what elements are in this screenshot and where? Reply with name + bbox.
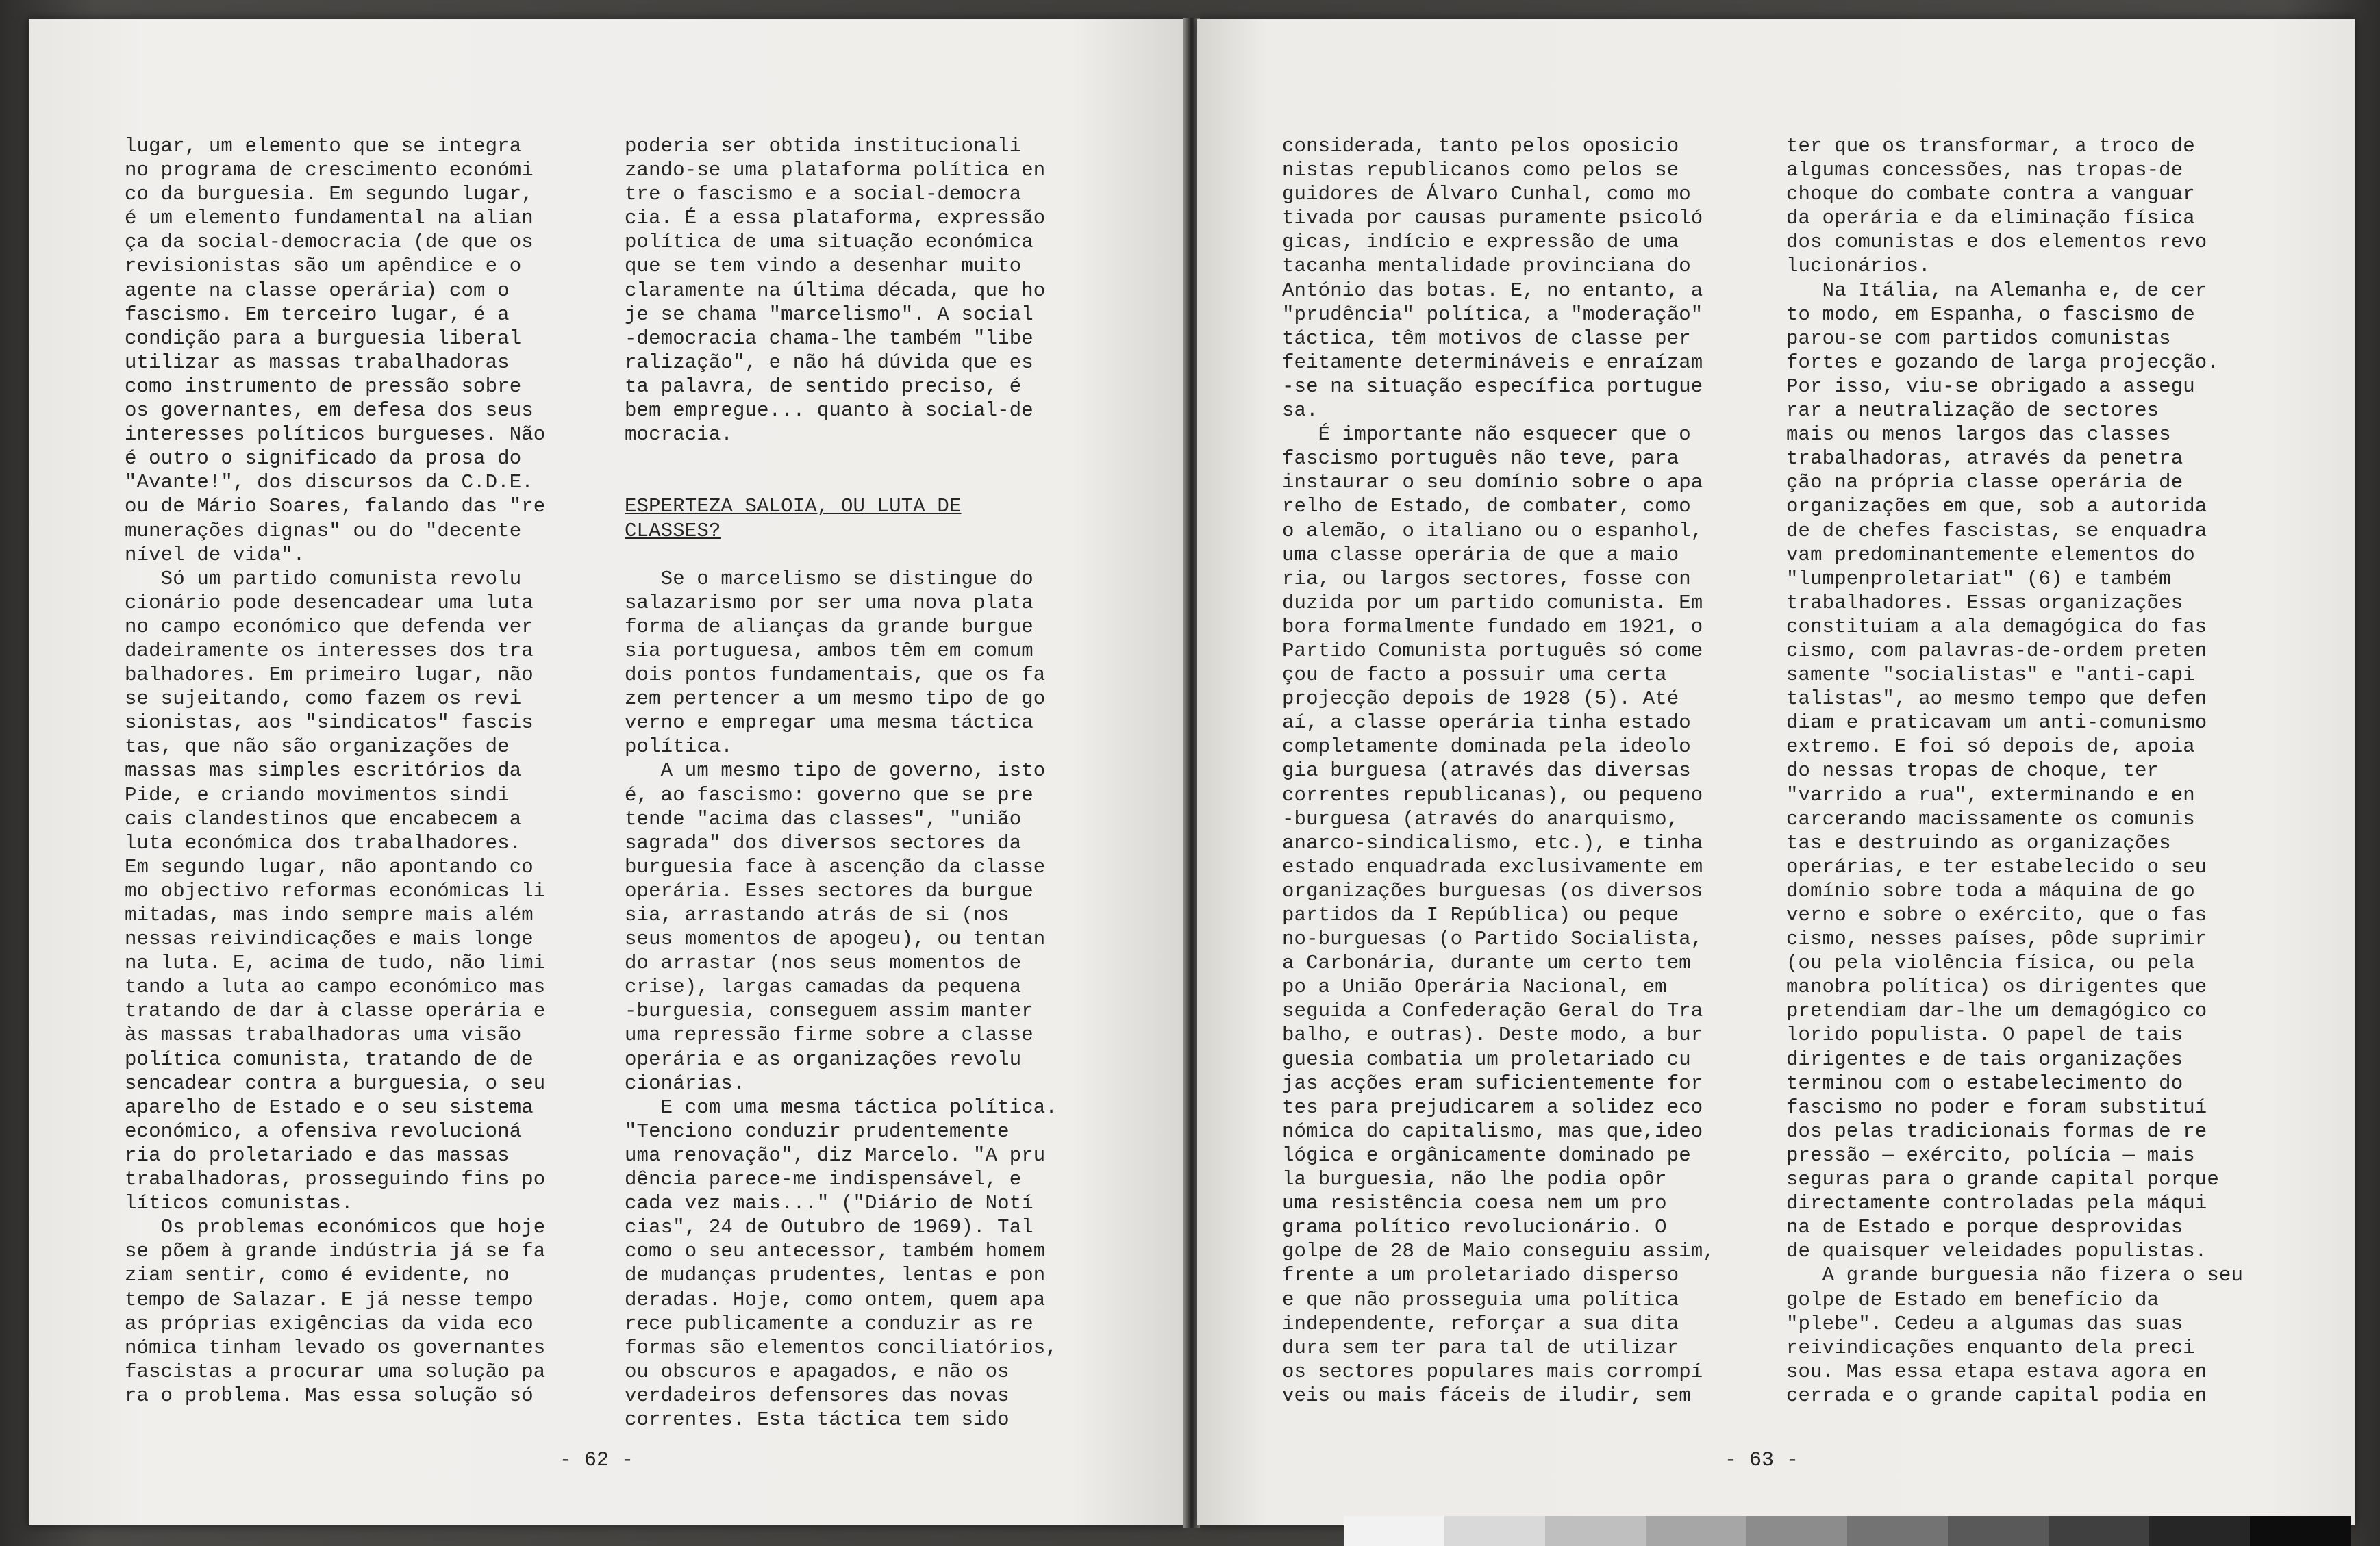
text-line: -burguesa (através do anarquismo, xyxy=(1282,807,1679,831)
text-line: trabalhadoras, prosseguindo fins po xyxy=(125,1168,546,1191)
text-line: vam predominantemente elementos do xyxy=(1786,543,2195,566)
text-line: é um elemento fundamental na alian xyxy=(125,207,534,230)
text-line: uma renovação", diz Marcelo. "A pru xyxy=(625,1143,1046,1167)
text-line: co da burguesia. Em segundo lugar, xyxy=(125,183,534,206)
text-line: cerrada e o grande capital podia en xyxy=(1786,1384,2207,1407)
text-line: manobra política) os dirigentes que xyxy=(1786,976,2207,999)
text-line: nómica tinham levado os governantes xyxy=(125,1336,546,1359)
text-line: mocracia. xyxy=(625,423,733,446)
text-line: "lumpenproletariat" (6) e também xyxy=(1786,567,2171,590)
text-line: lucionários. xyxy=(1786,255,1931,278)
text-line: gicas, indício e expressão de uma xyxy=(1282,231,1679,254)
text-line: diam e praticavam um anti-comunismo xyxy=(1786,711,2207,735)
text-line: directamente controladas pela máqui xyxy=(1786,1192,2207,1215)
text-line: po a União Operária Nacional, em xyxy=(1282,976,1667,999)
text-line: na de Estado e porque desprovidas xyxy=(1786,1216,2183,1239)
text-line: verno e sobre o exército, que o fas xyxy=(1786,904,2207,926)
text-line: a Carbonária, durante um certo tem xyxy=(1282,952,1691,975)
text-line: da operária e da eliminação física xyxy=(1786,207,2195,230)
text-line: mitadas, mas indo sempre mais além xyxy=(125,904,534,926)
text-line: "Tenciono conduzir prudentemente xyxy=(625,1119,1010,1143)
text-line: de quaisquer veleidades populistas. xyxy=(1786,1240,2207,1263)
text-line: cias", 24 de Outubro de 1969). Tal xyxy=(625,1216,1034,1239)
text-line: A grande burguesia não fizera o seu xyxy=(1786,1264,2244,1287)
text-line: Os problemas económicos que hoje xyxy=(125,1216,546,1239)
text-line: parou-se com partidos comunistas xyxy=(1786,327,2171,350)
text-line: guesia combatia um proletariado cu xyxy=(1282,1048,1691,1071)
scale-segment xyxy=(1344,1516,1444,1546)
text-line: ziam sentir, como é evidente, no xyxy=(125,1264,510,1287)
text-line: sencadear contra a burguesia, o seu xyxy=(125,1072,546,1095)
text-line: do arrastar (nos seus momentos de xyxy=(625,952,1022,975)
text-line: dos pelas tradicionais formas de re xyxy=(1786,1119,2207,1143)
text-line: política. xyxy=(625,735,733,759)
text-line: aí, a classe operária tinha estado xyxy=(1282,711,1691,735)
text-line: cionário pode desencadear uma luta xyxy=(125,591,534,614)
text-line: feitamente determináveis e enraízam xyxy=(1282,351,1703,374)
text-line: dirigentes e de tais organizações xyxy=(1786,1048,2183,1071)
text-line: como instrumento de pressão sobre xyxy=(125,375,522,398)
text-line: os sectores populares mais corrompí xyxy=(1282,1360,1703,1383)
text-line: çou de facto a possuir uma certa xyxy=(1282,663,1667,687)
text-line xyxy=(625,543,1118,567)
text-line: jas acções eram suficientemente for xyxy=(1282,1072,1703,1095)
text-line: fascismo. Em terceiro lugar, é a xyxy=(125,303,510,326)
text-line: E com uma mesma táctica política. xyxy=(625,1095,1057,1119)
text-line: deradas. Hoje, como ontem, quem apa xyxy=(625,1288,1046,1311)
text-line: munerações dignas" ou do "decente xyxy=(125,519,522,542)
text-line: os governantes, em defesa dos seus xyxy=(125,399,534,422)
text-line: no programa de crescimento económi xyxy=(125,159,534,182)
right-page-number: - 63 - xyxy=(1725,1449,1799,1472)
text-line: dadeiramente os interesses dos tra xyxy=(125,639,534,662)
text-line: o alemão, o italiano ou o espanhol, xyxy=(1282,519,1703,542)
text-line: condição para a burguesia liberal xyxy=(125,327,522,350)
text-line: (ou pela violência física, ou pela xyxy=(1786,952,2195,975)
text-line: sia portuguesa, ambos têm em comum xyxy=(625,639,1034,662)
text-line: "Avante!", dos discursos da C.D.E. xyxy=(125,471,534,494)
text-line: dura sem ter para tal de utilizar xyxy=(1282,1336,1679,1359)
text-line: agente na classe operária) com o xyxy=(125,279,510,302)
text-line: sionistas, aos "sindicatos" fascis xyxy=(125,711,534,735)
text-line: uma repressão firme sobre a classe xyxy=(625,1024,1034,1047)
text-line: projecção depois de 1928 (5). Até xyxy=(1282,687,1679,711)
text-line: ou de Mário Soares, falando das "re xyxy=(125,495,546,518)
text-line: mo objectivo reformas económicas li xyxy=(125,879,546,902)
text-line: uma classe operária de que a maio xyxy=(1282,543,1679,566)
text-line: as próprias exigências da vida eco xyxy=(125,1312,534,1335)
text-line: luta económica dos trabalhadores. xyxy=(125,831,522,854)
text-line: talistas", ao mesmo tempo que defen xyxy=(1786,687,2207,711)
text-line: verdadeiros defensores das novas xyxy=(625,1384,1010,1407)
text-line: extremo. E foi só depois de, apoia xyxy=(1786,735,2195,759)
text-line: dência parece-me indispensável, e xyxy=(625,1168,1022,1191)
text-line: frente a um proletariado disperso xyxy=(1282,1264,1679,1287)
text-line: de mudanças prudentes, lentas e pon xyxy=(625,1264,1046,1287)
text-line: fascismo português não teve, para xyxy=(1282,447,1679,470)
text-line: às massas trabalhadoras uma visão xyxy=(125,1024,522,1047)
text-line: nessas reivindicações e mais longe xyxy=(125,928,534,951)
text-line: Por isso, viu-se obrigado a assegu xyxy=(1786,375,2195,398)
text-line: correntes. Esta táctica tem sido xyxy=(625,1408,1010,1431)
text-line: aparelho de Estado e o seu sistema xyxy=(125,1095,534,1119)
scale-segment xyxy=(1746,1516,1847,1546)
text-line: cia. É a essa plataforma, expressão xyxy=(625,207,1046,230)
text-line: "prudência" política, a "moderação" xyxy=(1282,303,1703,326)
text-line: É importante não esquecer que o xyxy=(1282,423,1691,446)
text-line: operárias, e ter estabelecido o seu xyxy=(1786,855,2207,878)
text-line: terminou com o estabelecimento do xyxy=(1786,1072,2183,1095)
text-line: económico, a ofensiva revolucioná xyxy=(125,1119,522,1143)
text-line: cismo, nesses países, pôde suprimir xyxy=(1786,928,2207,951)
text-line: burguesia face à ascenção da classe xyxy=(625,855,1046,878)
text-line: zem pertencer a um mesmo tipo de go xyxy=(625,687,1046,711)
text-line: tempo de Salazar. E já nesse tempo xyxy=(125,1288,534,1311)
text-line: cada vez mais..." ("Diário de Notí xyxy=(625,1192,1034,1215)
right-page-column-2 xyxy=(1786,134,2279,1449)
text-line: rece publicamente a conduzir as re xyxy=(625,1312,1034,1335)
text-line: cismo, com palavras-de-ordem preten xyxy=(1786,639,2207,662)
text-line: nómica do capitalismo, mas que,ideo xyxy=(1282,1119,1703,1143)
text-line: grama político revolucionário. O xyxy=(1282,1216,1667,1239)
text-line: balho, e outras). Deste modo, a bur xyxy=(1282,1024,1703,1047)
text-line: seus momentos de apogeu), ou tentan xyxy=(625,928,1046,951)
text-line: tas e destruindo as organizações xyxy=(1786,831,2171,854)
text-line: revisionistas são um apêndice e o xyxy=(125,255,522,278)
text-line: independente, reforçar a sua dita xyxy=(1282,1312,1679,1335)
text-line: guidores de Álvaro Cunhal, como mo xyxy=(1282,183,1691,206)
text-line: claramente na última década, que ho xyxy=(625,279,1046,302)
text-line: balhadores. Em primeiro lugar, não xyxy=(125,663,534,687)
text-line: estado enquadrada exclusivamente em xyxy=(1282,855,1703,878)
text-line: "varrido a rua", exterminando e en xyxy=(1786,783,2195,807)
section-heading: ESPERTEZA SALOIA, OU LUTA DE xyxy=(625,495,962,518)
text-line: bora formalmente fundado em 1921, o xyxy=(1282,615,1703,638)
text-line: carcerando macissamente os comunis xyxy=(1786,807,2195,831)
text-line: salazarismo por ser uma nova plata xyxy=(625,591,1034,614)
text-line: se sujeitando, como fazem os revi xyxy=(125,687,522,711)
text-line: golpe de 28 de Maio conseguiu assim, xyxy=(1282,1240,1715,1263)
text-line: constituiam a ala demagógica do fas xyxy=(1786,615,2207,638)
text-line: algumas concessões, nas tropas-de xyxy=(1786,159,2183,182)
text-line: sagrada" dos diversos sectores da xyxy=(625,831,1022,854)
text-line: ria, ou largos sectores, fosse con xyxy=(1282,567,1691,590)
text-line: samente "socialistas" e "anti-capi xyxy=(1786,663,2195,687)
text-line: to modo, em Espanha, o fascismo de xyxy=(1786,303,2195,326)
text-line: verno e empregar uma mesma táctica xyxy=(625,711,1034,735)
text-line: reivindicações enquanto dela preci xyxy=(1786,1336,2195,1359)
text-line: partidos da I República) ou peque xyxy=(1282,904,1679,926)
text-line: cais clandestinos que encabecem a xyxy=(125,807,522,831)
text-line: gia burguesa (através das diversas xyxy=(1282,759,1691,783)
text-line: zando-se uma plataforma política en xyxy=(625,159,1046,182)
text-line: domínio sobre toda a máquina de go xyxy=(1786,879,2195,902)
text-line: tende "acima das classes", "união xyxy=(625,807,1022,831)
text-line: je se chama "marcelismo". A social xyxy=(625,303,1034,326)
text-line: cionárias. xyxy=(625,1072,745,1095)
text-line: operária. Esses sectores da burgue xyxy=(625,879,1034,902)
scale-segment xyxy=(2250,1516,2351,1546)
text-line: é outro o significado da prosa do xyxy=(125,447,522,470)
text-line: relho de Estado, de combater, como xyxy=(1282,495,1691,518)
text-line: fortes e gozando de larga projecção. xyxy=(1786,351,2219,374)
text-line: no campo económico que defenda ver xyxy=(125,615,534,638)
text-line: nistas republicanos como pelos se xyxy=(1282,159,1679,182)
right-page-column-1 xyxy=(1282,134,1775,1449)
section-heading: CLASSES? xyxy=(625,519,721,542)
text-line: uma resistência coesa nem um pro xyxy=(1282,1192,1667,1215)
text-line: sa. xyxy=(1282,399,1318,422)
text-line: no-burguesas (o Partido Socialista, xyxy=(1282,928,1703,951)
text-line: choque do combate contra a vanguar xyxy=(1786,183,2195,206)
scale-segment xyxy=(1444,1516,1545,1546)
left-page-column-1 xyxy=(125,134,618,1449)
text-line: António das botas. E, no entanto, a xyxy=(1282,279,1703,302)
scale-segment xyxy=(2049,1516,2149,1546)
text-line: sia, arrastando atrás de si (nos xyxy=(625,904,1010,926)
text-line: Se o marcelismo se distingue do xyxy=(625,567,1034,590)
text-line: dois pontos fundamentais, que os fa xyxy=(625,663,1046,687)
color-scale-bar xyxy=(1344,1516,2351,1546)
text-line: massas mas simples escritórios da xyxy=(125,759,522,783)
text-line: -burguesia, conseguem assim manter xyxy=(625,1000,1034,1023)
text-line: organizações burguesas (os diversos xyxy=(1282,879,1703,902)
text-line: política comunista, tratando de de xyxy=(125,1048,534,1071)
text-line: crise), largas camadas da pequena xyxy=(625,976,1022,999)
text-line: nível de vida". xyxy=(125,543,305,566)
text-line: se põem à grande indústria já se fa xyxy=(125,1240,546,1263)
scale-segment xyxy=(1847,1516,1948,1546)
right-page xyxy=(1197,19,2355,1525)
left-page xyxy=(29,19,1186,1525)
text-line: Em segundo lugar, não apontando co xyxy=(125,855,534,878)
text-line: política de uma situação económica xyxy=(625,231,1034,254)
text-line: lugar, um elemento que se integra xyxy=(125,135,522,157)
text-line: instaurar o seu domínio sobre o apa xyxy=(1282,471,1703,494)
text-line: tes para prejudicarem a solidez eco xyxy=(1282,1095,1703,1119)
text-line: de de chefes fascistas, se enquadra xyxy=(1786,519,2207,542)
text-line: táctica, têm motivos de classe per xyxy=(1282,327,1691,350)
text-line: mais ou menos largos das classes xyxy=(1786,423,2171,446)
text-line: "plebe". Cedeu a algumas das suas xyxy=(1786,1312,2183,1335)
text-line: lorido populista. O papel de tais xyxy=(1786,1024,2183,1047)
text-line: la burguesia, não lhe podia opôr xyxy=(1282,1168,1667,1191)
text-line: tando a luta ao campo económico mas xyxy=(125,976,546,999)
text-line xyxy=(625,470,1118,494)
text-line: é, ao fascismo: governo que se pre xyxy=(625,783,1034,807)
text-line: golpe de Estado em benefício da xyxy=(1786,1288,2159,1311)
text-line: anarco-sindicalismo, etc.), e tinha xyxy=(1282,831,1703,854)
text-line: trabalhadoras, através da penetra xyxy=(1786,447,2183,470)
scale-segment xyxy=(1545,1516,1646,1546)
text-line xyxy=(625,446,1118,470)
text-line: como o seu antecessor, também homem xyxy=(625,1240,1046,1263)
text-line: ter que os transformar, a troco de xyxy=(1786,135,2195,157)
text-line: Partido Comunista português só come xyxy=(1282,639,1703,662)
text-line: pretendiam dar-lhe um demagógico co xyxy=(1786,1000,2207,1023)
text-line: duzida por um partido comunista. Em xyxy=(1282,591,1703,614)
text-line: ta palavra, de sentido preciso, é xyxy=(625,375,1022,398)
text-line: na luta. E, acima de tudo, não limi xyxy=(125,952,546,975)
text-line: ça da social-democracia (de que os xyxy=(125,231,534,254)
text-line: Pide, e criando movimentos sindi xyxy=(125,783,510,807)
text-line: interesses políticos burgueses. Não xyxy=(125,423,546,446)
text-line: ralização", e não há dúvida que es xyxy=(625,351,1034,374)
text-line: Só um partido comunista revolu xyxy=(125,567,522,590)
text-line: do nessas tropas de choque, ter xyxy=(1786,759,2159,783)
scale-segment xyxy=(1948,1516,2049,1546)
text-line: considerada, tanto pelos oposicio xyxy=(1282,135,1679,157)
text-line: forma de alianças da grande burgue xyxy=(625,615,1034,638)
text-line: correntes republicanas), ou pequeno xyxy=(1282,783,1703,807)
scale-segment xyxy=(2149,1516,2250,1546)
text-line: ção na própria classe operária de xyxy=(1786,471,2183,494)
scale-segment xyxy=(1646,1516,1746,1546)
text-line: tacanha mentalidade provinciana do xyxy=(1282,255,1691,278)
text-line: fascismo no poder e foram substituí xyxy=(1786,1095,2207,1119)
text-line: bem empregue... quanto à social-de xyxy=(625,399,1034,422)
left-page-number: - 62 - xyxy=(560,1449,634,1472)
text-line: veis ou mais fáceis de iludir, sem xyxy=(1282,1384,1691,1407)
text-line: ria do proletariado e das massas xyxy=(125,1143,510,1167)
text-line: operária e as organizações revolu xyxy=(625,1048,1022,1071)
text-line: organizações em que, sob a autorida xyxy=(1786,495,2207,518)
text-line: lógica e orgânicamente dominado pe xyxy=(1282,1143,1691,1167)
text-line: dos comunistas e dos elementos revo xyxy=(1786,231,2207,254)
text-line: -se na situação específica portugue xyxy=(1282,375,1703,398)
text-line: -democracia chama-lhe também "libe xyxy=(625,327,1034,350)
text-line: fascistas a procurar uma solução pa xyxy=(125,1360,546,1383)
text-line: sou. Mas essa etapa estava agora en xyxy=(1786,1360,2207,1383)
text-line: tratando de dar à classe operária e xyxy=(125,1000,546,1023)
text-line: A um mesmo tipo de governo, isto xyxy=(625,759,1046,783)
text-line: poderia ser obtida institucionali xyxy=(625,135,1022,157)
text-line: Na Itália, na Alemanha e, de cer xyxy=(1786,279,2207,302)
text-line: completamente dominada pela ideolo xyxy=(1282,735,1691,759)
text-line: rar a neutralização de sectores xyxy=(1786,399,2159,422)
text-line: e que não prosseguia uma política xyxy=(1282,1288,1679,1311)
text-line: seguras para o grande capital porque xyxy=(1786,1168,2219,1191)
text-line: utilizar as massas trabalhadoras xyxy=(125,351,510,374)
text-line: ou obscuros e apagados, e não os xyxy=(625,1360,1010,1383)
text-line: pressão — exército, polícia — mais xyxy=(1786,1143,2195,1167)
text-line: tas, que não são organizações de xyxy=(125,735,510,759)
text-line: trabalhadores. Essas organizações xyxy=(1786,591,2183,614)
text-line: que se tem vindo a desenhar muito xyxy=(625,255,1022,278)
text-line: seguida a Confederação Geral do Tra xyxy=(1282,1000,1703,1023)
text-line: ra o problema. Mas essa solução só xyxy=(125,1384,534,1407)
text-line: tre o fascismo e a social-democra xyxy=(625,183,1022,206)
text-line: líticos comunistas. xyxy=(125,1192,353,1215)
text-line: formas são elementos conciliatórios, xyxy=(625,1336,1057,1359)
left-page-column-2 xyxy=(625,134,1118,1449)
text-line: tivada por causas puramente psicoló xyxy=(1282,207,1703,230)
